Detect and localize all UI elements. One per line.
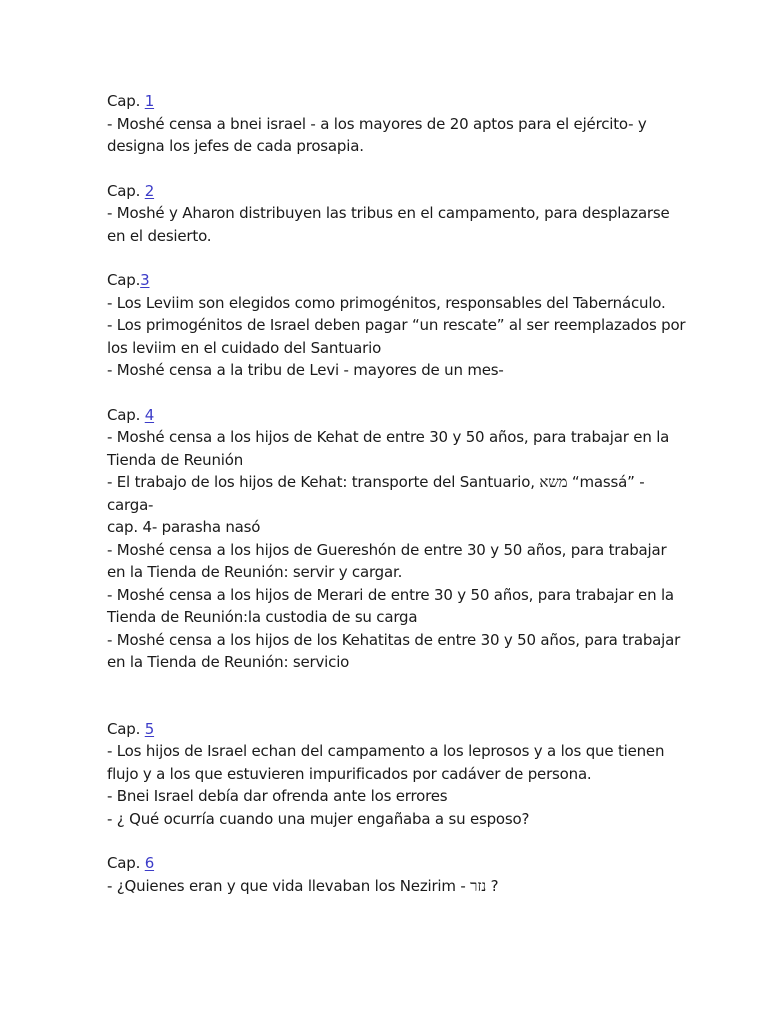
hebrew-massa-word: משא (539, 473, 568, 491)
chapter-3-line-3: los leviim en el cuidado del Santuario (107, 338, 382, 357)
spacer (107, 247, 667, 269)
chapter-4-link[interactable]: 4 (144, 405, 155, 424)
spacer (107, 382, 667, 404)
chapter-2-line-2: en el desierto. (107, 226, 212, 245)
chapter-4-section (107, 404, 681, 674)
hebrew-nezir-word: נזר (470, 876, 487, 895)
chapter-4-line-4: carga- (107, 495, 154, 514)
chapter-5-line-2: flujo y a los que estuvieren impurificados por cadáver de persona. (107, 764, 592, 783)
nezir-line-end: ? (486, 876, 499, 895)
chapter-4-line-7: en la Tienda de Reunión: servir y cargar. (107, 563, 403, 581)
chapter-prefix: Cap. (107, 405, 145, 424)
spacer (107, 674, 667, 718)
chapter-1-section (107, 90, 667, 158)
chapter-4-line-5: cap. 4- parasha nasó (107, 518, 261, 536)
chapter-6-nezir-line (107, 875, 667, 898)
chapter-4-massa-line (107, 471, 667, 494)
chapter-5-link[interactable]: 5 (144, 719, 155, 738)
chapter-2-link[interactable]: 2 (144, 181, 155, 200)
chapter-3-line-4: - Moshé censa a la tribu de Levi - mayores de un mes- (107, 361, 504, 379)
chapter-3-link[interactable]: 3 (140, 271, 150, 289)
chapter-1-link[interactable]: 1 (144, 92, 155, 110)
chapter-5-line-1: - Los hijos de Israel echan del campamento a los leprosos y a los que tienen (107, 742, 665, 760)
chapter-3-heading (107, 269, 667, 292)
spacer (107, 158, 667, 180)
chapter-6-link[interactable]: 6 (144, 854, 155, 872)
chapter-prefix: Cap. (107, 92, 145, 110)
chapter-2-line-1: - Moshé y Aharon distribuyen las tribus en el campamento, para desplazarse (107, 204, 670, 222)
chapter-4-line-9: Tienda de Reunión:la custodia de su carga (107, 608, 418, 626)
chapter-4-line-2: Tienda de Reunión (107, 450, 244, 469)
document-page (107, 90, 686, 897)
chapter-1-heading (107, 90, 667, 113)
chapter-4-line-1: - Moshé censa a los hijos de Kehat de entre 30 y 50 años, para trabajar en la (107, 428, 670, 446)
chapter-5-heading (107, 718, 667, 741)
chapter-1-line-1: - Moshé censa a bnei israel - a los mayores de 20 aptos para el ejército- y (107, 114, 647, 133)
chapter-prefix: Cap. (107, 181, 145, 200)
chapter-4-line-6: - Moshé censa a los hijos de Guereshón de entre 30 y 50 años, para trabajar (107, 540, 667, 559)
nezir-line-text: - ¿Quienes eran y que vida llevaban los Nezirim - (107, 876, 471, 895)
chapter-2-heading (107, 180, 667, 203)
chapter-3-line-2: - Los primogénitos de Israel deben pagar “un rescate” al ser reemplazados por (107, 316, 686, 334)
spacer (107, 830, 667, 852)
massa-line-text: - El trabajo de los hijos de Kehat: transporte del Santuario, (107, 473, 540, 491)
chapter-4-line-11: en la Tienda de Reunión: servicio (107, 653, 350, 671)
chapter-3-line-1: - Los Leviim son elegidos como primogénitos, responsables del Tabernáculo. (107, 293, 666, 312)
chapter-prefix: Cap. (107, 719, 145, 738)
chapter-prefix: Cap. (107, 854, 145, 872)
massa-transliteration: “massá” - (567, 473, 645, 491)
chapter-5-line-4: - ¿ Qué ocurría cuando una mujer engañaba a su esposo? (107, 809, 530, 828)
chapter-2-section (107, 180, 670, 248)
chapter-4-line-8: - Moshé censa a los hijos de Merari de entre 30 y 50 años, para trabajar en la (107, 585, 674, 604)
chapter-5-line-3: - Bnei Israel debía dar ofrenda ante los errores (107, 787, 448, 805)
chapter-4-heading (107, 404, 667, 427)
chapter-3-section (107, 269, 686, 382)
chapter-6-section (107, 852, 667, 897)
chapter-1-line-2: designa los jefes de cada prosapia. (107, 137, 364, 155)
chapter-6-heading (107, 852, 667, 875)
chapter-5-section (107, 718, 667, 831)
chapter-4-line-10: - Moshé censa a los hijos de los Kehatitas de entre 30 y 50 años, para trabajar (107, 630, 681, 649)
chapter-prefix: Cap. (107, 271, 141, 289)
